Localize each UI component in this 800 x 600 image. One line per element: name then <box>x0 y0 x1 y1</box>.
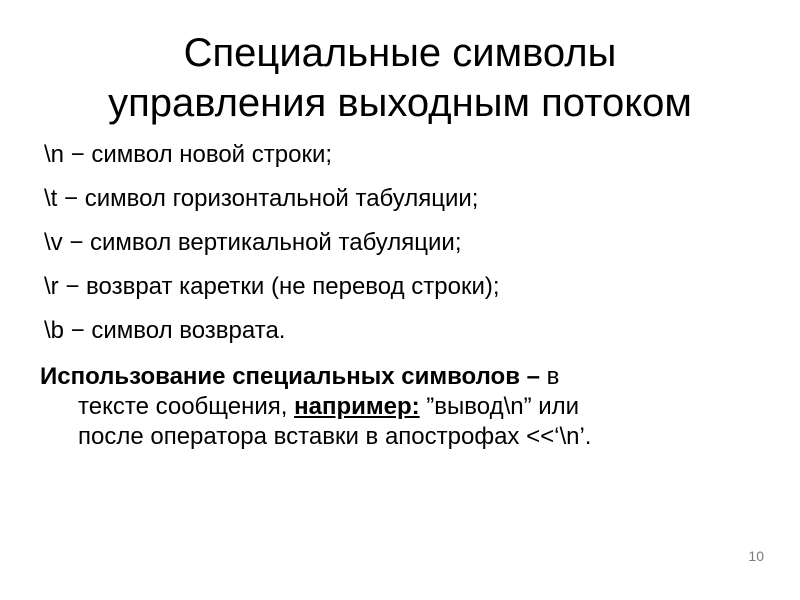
usage-text-4: после оператора вставки в апострофах <<‘\n’. <box>78 423 592 450</box>
list-item-vertical-tab: \v − символ вертикальной табуляции; <box>44 229 462 256</box>
usage-example-label: например: <box>294 393 420 420</box>
usage-line-3 <box>40 422 760 452</box>
usage-text-3: ”вывод\n” или <box>419 393 580 420</box>
slide-title <box>0 28 800 128</box>
slide-title-line-2: управления выходным потоком <box>108 81 692 125</box>
escape-sequence-list <box>44 140 764 360</box>
usage-heading: Использование специальных символов – <box>40 363 540 390</box>
usage-text-1: в <box>539 363 560 390</box>
usage-paragraph <box>40 362 760 452</box>
list-item-horizontal-tab: \t − символ горизонтальной табуляции; <box>44 185 479 212</box>
list-item-backspace: \b − символ возврата. <box>44 317 286 344</box>
list-item-carriage-return: \r − возврат каретки (не перевод строки); <box>44 273 500 300</box>
usage-line-1 <box>40 362 760 392</box>
slide-title-line-1: Специальные символы <box>183 31 617 75</box>
page-number: 10 <box>748 548 764 564</box>
usage-text-2: тексте сообщения, <box>78 393 295 420</box>
usage-line-2 <box>40 392 760 422</box>
list-item-newline: \n − символ новой строки; <box>44 141 333 168</box>
